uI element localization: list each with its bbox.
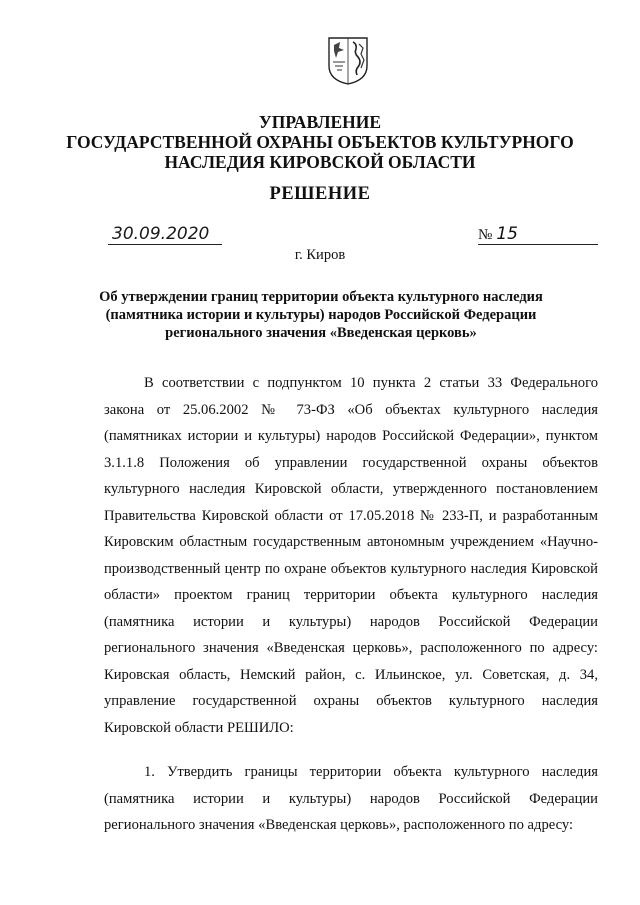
document-number	[478, 224, 598, 245]
organization-name	[60, 112, 580, 172]
document-type: РЕШЕНИЕ	[269, 184, 371, 204]
subject-line-2: (памятника истории и культуры) народов Российской Федерации	[105, 307, 537, 323]
number-value: 15	[496, 224, 518, 244]
document-date: 30.09.2020	[108, 224, 222, 245]
document-subject	[96, 288, 546, 342]
subject-line-1: Об утверждении границ территории объекта культурного наследия	[99, 289, 543, 305]
org-line-3: НАСЛЕДИЯ КИРОВСКОЙ ОБЛАСТИ	[164, 152, 476, 172]
body-paragraph-1: В соответствии с подпунктом 10 пункта 2 статьи 33 Федерального закона от 25.06.2002 № 73-ФЗ «Об объектах культурного наследия (памятниках истории и культуры) народов Российской Федерации», пунктом 3.1.1.8 Положения об управлении государственной охраны объектов культурного наследия Кировской области, утвержденного постановлением Правительства Кировской области от 17.05.2018 № 233-П, и разработанным Кировским областным государственным автономным учреждением «Научно-производственный центр по охране объектов культурного наследия Кировской области» проектом границ территории объекта культурного наследия (памятника истории и культуры) народов Российской Федерации регионального значения «Введенская церковь», расположенного по адресу: Кировская область, Немский район, с. Ильинское, ул. Советская, д. 34, управление государственной охраны объектов культурного наследия Кировской области РЕШИЛО:	[104, 375, 598, 736]
org-line-2: ГОСУДАРСТВЕННОЙ ОХРАНЫ ОБЪЕКТОВ КУЛЬТУРНОГО	[66, 132, 574, 152]
coat-of-arms-icon	[326, 36, 370, 86]
document-city: г. Киров	[294, 247, 346, 263]
subject-line-3: регионального значения «Введенская церковь»	[165, 325, 477, 341]
number-prefix: №	[478, 227, 493, 243]
org-line-1: УПРАВЛЕНИЕ	[258, 112, 382, 132]
body-paragraph-2: 1. Утвердить границы территории объекта культурного наследия (памятника истории и культуры) народов Российской Федерации регионального значения «Введенская церковь», расположенного по адресу:	[104, 764, 598, 833]
